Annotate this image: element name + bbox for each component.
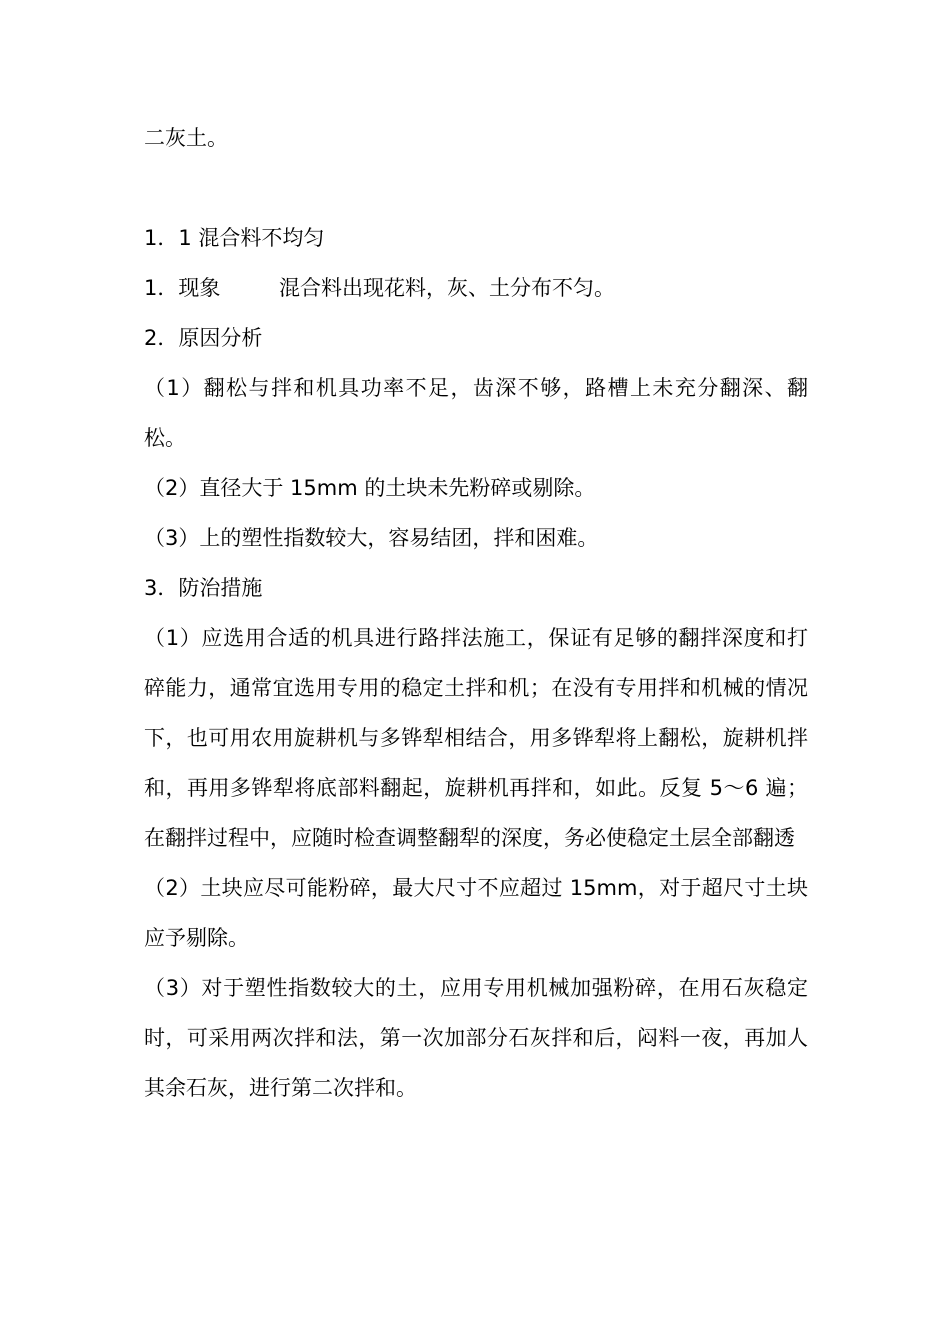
document-body	[144, 113, 808, 1113]
paragraph-intro: 二灰土。	[144, 126, 228, 150]
cause-heading: 2．原因分析	[144, 326, 263, 350]
section-heading: 1．1 混合料不均匀	[144, 226, 325, 250]
cause-item-1: （1）翻松与拌和机具功率不足，齿深不够，路槽上未充分翻深、翻松。	[144, 376, 808, 450]
prevention-item-2: （2）土块应尽可能粉碎，最大尺寸不应超过 15mm，对于超尺寸土块应予剔除。	[144, 876, 808, 950]
phenomenon-text: 混合料出现花料，灰、土分布不匀。	[279, 276, 615, 300]
phenomenon-paragraph	[144, 263, 808, 313]
cause-item-3: （3）上的塑性指数较大，容易结团，拌和困难。	[144, 526, 599, 550]
phenomenon-label: 1．现象	[144, 276, 221, 300]
cause-item-2: （2）直径大于 15mm 的土块未先粉碎或剔除。	[144, 476, 596, 500]
prevention-item-3: （3）对于塑性指数较大的土，应用专用机械加强粉碎，在用石灰稳定时，可采用两次拌和法，第一次加部分石灰拌和后，闷料一夜，再加人其余石灰，进行第二次拌和。	[144, 976, 808, 1100]
paragraph-gap	[144, 163, 808, 213]
prevention-heading: 3．防治措施	[144, 576, 263, 600]
prevention-item-1: （1）应选用合适的机具进行路拌法施工，保证有足够的翻拌深度和打碎能力，通常宜选用专用的稳定土拌和机；在没有专用拌和机械的情况下，也可用农用旋耕机与多铧犁相结合，用多铧犁将上翻松，旋耕机拌和，再用多铧犁将底部料翻起，旋耕机再拌和，如此。反复 5～6 遍；在翻拌过程中，应随时检查调整翻犁的深度，务必使稳定土层全部翻透	[144, 626, 808, 850]
